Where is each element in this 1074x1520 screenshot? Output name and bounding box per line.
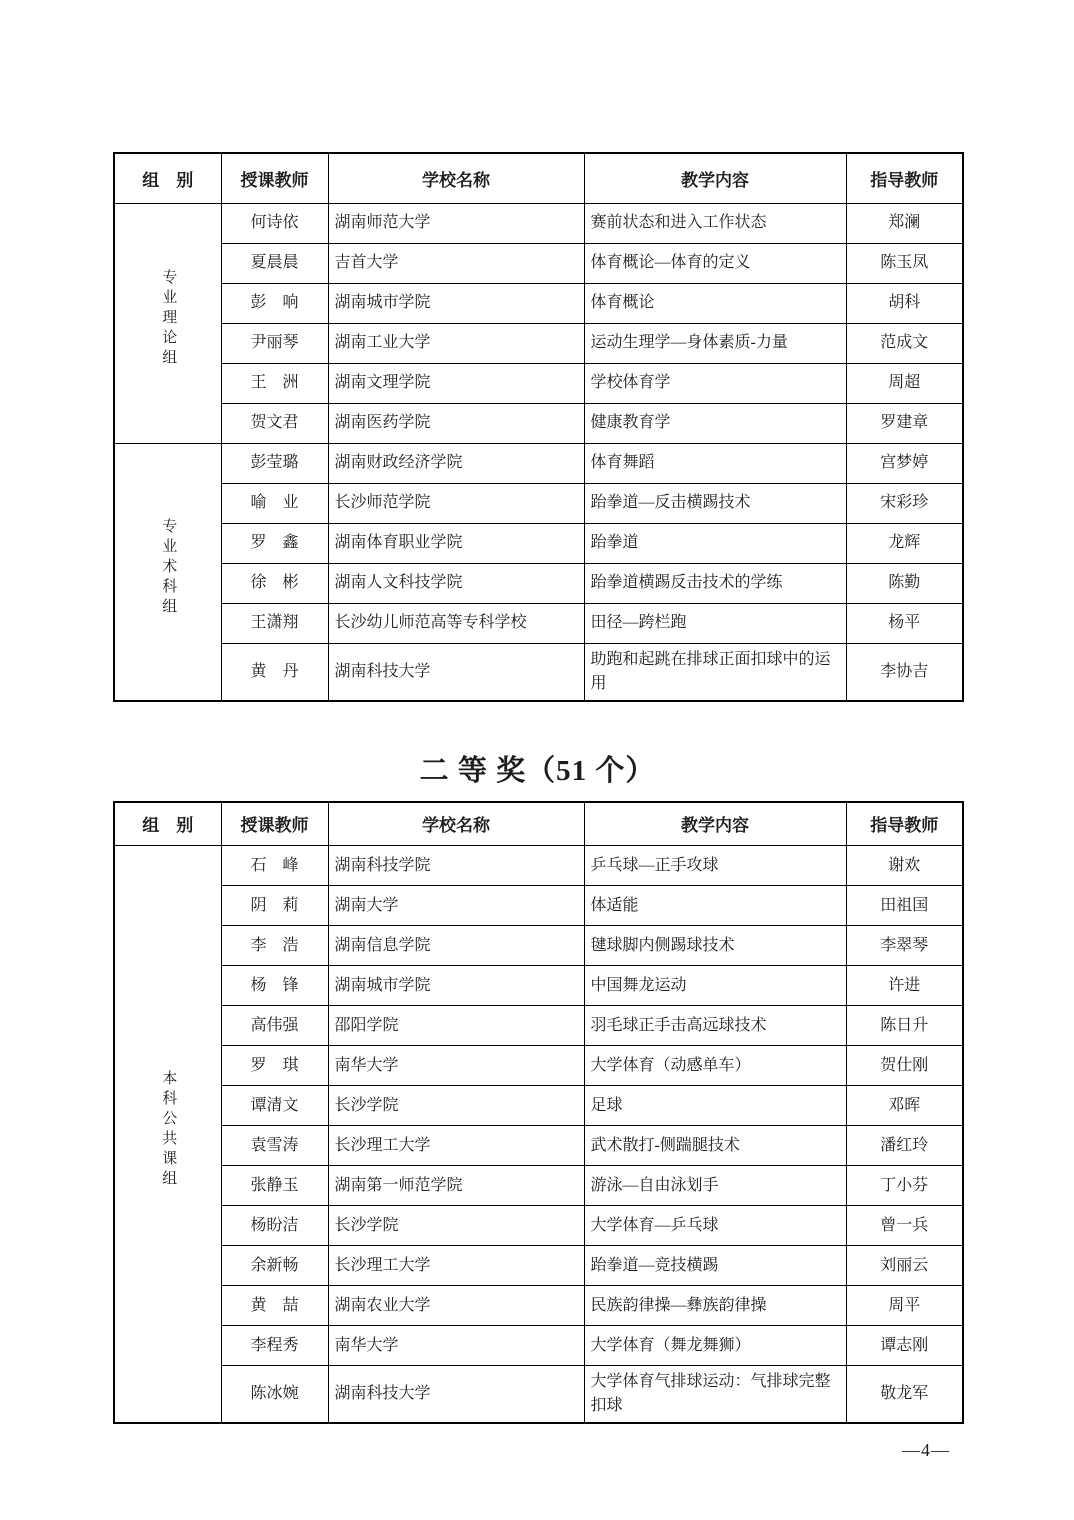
award-table-second-prize xyxy=(113,801,964,1425)
table-row xyxy=(114,966,963,1006)
school-name-cell: 长沙学院 xyxy=(328,1086,584,1126)
school-name-cell: 湖南城市学院 xyxy=(328,966,584,1006)
advisor-name-cell: 李翠琴 xyxy=(846,926,963,966)
teaching-content-cell: 毽球脚内侧踢球技术 xyxy=(584,926,846,966)
advisor-name-cell: 田祖国 xyxy=(846,886,963,926)
page-number: —4— xyxy=(902,1440,950,1460)
table-body xyxy=(114,203,963,701)
teacher-name-cell: 彭 响 xyxy=(221,283,328,323)
school-name-cell: 湖南人文科技学院 xyxy=(328,563,584,603)
teacher-name-cell: 贺文君 xyxy=(221,403,328,443)
teacher-name-cell: 罗 琪 xyxy=(221,1046,328,1086)
teacher-name-cell: 罗 鑫 xyxy=(221,523,328,563)
column-header: 教学内容 xyxy=(584,802,846,846)
advisor-name-cell: 李协吉 xyxy=(846,643,963,701)
teacher-name-cell: 谭清文 xyxy=(221,1086,328,1126)
column-header: 学校名称 xyxy=(328,153,584,203)
school-name-cell: 湖南第一师范学院 xyxy=(328,1166,584,1206)
school-name-cell: 长沙理工大学 xyxy=(328,1126,584,1166)
advisor-name-cell: 龙辉 xyxy=(846,523,963,563)
teaching-content-cell: 乒乓球—正手攻球 xyxy=(584,846,846,886)
header-row xyxy=(114,153,963,203)
teaching-content-cell: 体适能 xyxy=(584,886,846,926)
table-row xyxy=(114,523,963,563)
teaching-content-cell: 助跑和起跳在排球正面扣球中的运用 xyxy=(584,643,846,701)
award-table-first-prize xyxy=(113,152,964,702)
school-name-cell: 邵阳学院 xyxy=(328,1006,584,1046)
advisor-name-cell: 宋彩珍 xyxy=(846,483,963,523)
column-header: 授课教师 xyxy=(221,802,328,846)
table-row xyxy=(114,1166,963,1206)
table-row xyxy=(114,1326,963,1366)
group-label-cell xyxy=(114,846,221,1424)
table-row xyxy=(114,1006,963,1046)
group-label-cell xyxy=(114,443,221,701)
school-name-cell: 湖南农业大学 xyxy=(328,1286,584,1326)
group-label-vertical-text: 专业理论组 xyxy=(160,269,177,369)
advisor-name-cell: 贺仕刚 xyxy=(846,1046,963,1086)
advisor-name-cell: 范成文 xyxy=(846,323,963,363)
teacher-name-cell: 袁雪涛 xyxy=(221,1126,328,1166)
advisor-name-cell: 陈玉凤 xyxy=(846,243,963,283)
table-row xyxy=(114,603,963,643)
table-row xyxy=(114,1286,963,1326)
advisor-name-cell: 潘红玲 xyxy=(846,1126,963,1166)
page-content xyxy=(113,152,962,1461)
teacher-name-cell: 李程秀 xyxy=(221,1326,328,1366)
advisor-name-cell: 邓晖 xyxy=(846,1086,963,1126)
column-header: 学校名称 xyxy=(328,802,584,846)
table-row xyxy=(114,1206,963,1246)
table-row xyxy=(114,403,963,443)
table-row xyxy=(114,483,963,523)
table-row xyxy=(114,1126,963,1166)
teaching-content-cell: 羽毛球正手击高远球技术 xyxy=(584,1006,846,1046)
table-row xyxy=(114,563,963,603)
column-header: 教学内容 xyxy=(584,153,846,203)
advisor-name-cell: 刘丽云 xyxy=(846,1246,963,1286)
advisor-name-cell: 周超 xyxy=(846,363,963,403)
column-header: 组 别 xyxy=(114,153,221,203)
teaching-content-cell: 赛前状态和进入工作状态 xyxy=(584,203,846,243)
teacher-name-cell: 彭莹璐 xyxy=(221,443,328,483)
advisor-name-cell: 谢欢 xyxy=(846,846,963,886)
school-name-cell: 湖南医药学院 xyxy=(328,403,584,443)
advisor-name-cell: 敬龙军 xyxy=(846,1366,963,1424)
school-name-cell: 湖南科技大学 xyxy=(328,643,584,701)
advisor-name-cell: 陈勤 xyxy=(846,563,963,603)
school-name-cell: 长沙理工大学 xyxy=(328,1246,584,1286)
teacher-name-cell: 王 洲 xyxy=(221,363,328,403)
teaching-content-cell: 大学体育气排球运动：气排球完整扣球 xyxy=(584,1366,846,1424)
teacher-name-cell: 张静玉 xyxy=(221,1166,328,1206)
table-header-row xyxy=(114,802,963,846)
table-row xyxy=(114,846,963,886)
table-row xyxy=(114,1366,963,1424)
teaching-content-cell: 足球 xyxy=(584,1086,846,1126)
teaching-content-cell: 学校体育学 xyxy=(584,363,846,403)
table-row xyxy=(114,1086,963,1126)
advisor-name-cell: 胡科 xyxy=(846,283,963,323)
table-row xyxy=(114,886,963,926)
header-row xyxy=(114,802,963,846)
teaching-content-cell: 大学体育（动感单车） xyxy=(584,1046,846,1086)
second-prize-heading: 二 等 奖（51 个） xyxy=(419,754,656,787)
teacher-name-cell: 石 峰 xyxy=(221,846,328,886)
teaching-content-cell: 民族韵律操—彝族韵律操 xyxy=(584,1286,846,1326)
teacher-name-cell: 陈冰婉 xyxy=(221,1366,328,1424)
teaching-content-cell: 跆拳道横踢反击技术的学练 xyxy=(584,563,846,603)
teacher-name-cell: 杨盼洁 xyxy=(221,1206,328,1246)
school-name-cell: 长沙师范学院 xyxy=(328,483,584,523)
table-row xyxy=(114,1246,963,1286)
advisor-name-cell: 丁小芬 xyxy=(846,1166,963,1206)
table-row xyxy=(114,323,963,363)
group-label-cell xyxy=(114,203,221,443)
advisor-name-cell: 谭志刚 xyxy=(846,1326,963,1366)
advisor-name-cell: 许进 xyxy=(846,966,963,1006)
teaching-content-cell: 中国舞龙运动 xyxy=(584,966,846,1006)
table-row xyxy=(114,243,963,283)
advisor-name-cell: 罗建章 xyxy=(846,403,963,443)
teacher-name-cell: 黄 喆 xyxy=(221,1286,328,1326)
table-row xyxy=(114,926,963,966)
school-name-cell: 南华大学 xyxy=(328,1326,584,1366)
school-name-cell: 湖南师范大学 xyxy=(328,203,584,243)
school-name-cell: 湖南财政经济学院 xyxy=(328,443,584,483)
school-name-cell: 湖南城市学院 xyxy=(328,283,584,323)
school-name-cell: 湖南信息学院 xyxy=(328,926,584,966)
column-header: 指导教师 xyxy=(846,153,963,203)
school-name-cell: 湖南文理学院 xyxy=(328,363,584,403)
school-name-cell: 湖南科技大学 xyxy=(328,1366,584,1424)
teaching-content-cell: 大学体育—乒乓球 xyxy=(584,1206,846,1246)
school-name-cell: 湖南工业大学 xyxy=(328,323,584,363)
teaching-content-cell: 大学体育（舞龙舞狮） xyxy=(584,1326,846,1366)
advisor-name-cell: 杨平 xyxy=(846,603,963,643)
teacher-name-cell: 余新畅 xyxy=(221,1246,328,1286)
school-name-cell: 湖南体育职业学院 xyxy=(328,523,584,563)
table-row xyxy=(114,1046,963,1086)
teaching-content-cell: 健康教育学 xyxy=(584,403,846,443)
table-body xyxy=(114,846,963,1424)
column-header: 指导教师 xyxy=(846,802,963,846)
teacher-name-cell: 阴 莉 xyxy=(221,886,328,926)
column-header: 组 别 xyxy=(114,802,221,846)
teaching-content-cell: 游泳—自由泳划手 xyxy=(584,1166,846,1206)
school-name-cell: 湖南科技学院 xyxy=(328,846,584,886)
school-name-cell: 吉首大学 xyxy=(328,243,584,283)
teacher-name-cell: 高伟强 xyxy=(221,1006,328,1046)
table-header-row xyxy=(114,153,963,203)
teacher-name-cell: 徐 彬 xyxy=(221,563,328,603)
school-name-cell: 湖南大学 xyxy=(328,886,584,926)
teaching-content-cell: 体育概论 xyxy=(584,283,846,323)
teacher-name-cell: 黄 丹 xyxy=(221,643,328,701)
teacher-name-cell: 夏晨晨 xyxy=(221,243,328,283)
teaching-content-cell: 跆拳道—反击横踢技术 xyxy=(584,483,846,523)
advisor-name-cell: 郑澜 xyxy=(846,203,963,243)
school-name-cell: 长沙学院 xyxy=(328,1206,584,1246)
advisor-name-cell: 宫梦婷 xyxy=(846,443,963,483)
teacher-name-cell: 杨 锋 xyxy=(221,966,328,1006)
teacher-name-cell: 王潇翔 xyxy=(221,603,328,643)
table-row xyxy=(114,643,963,701)
teaching-content-cell: 跆拳道—竞技横踢 xyxy=(584,1246,846,1286)
teaching-content-cell: 体育舞蹈 xyxy=(584,443,846,483)
school-name-cell: 长沙幼儿师范高等专科学校 xyxy=(328,603,584,643)
teacher-name-cell: 李 浩 xyxy=(221,926,328,966)
teacher-name-cell: 尹丽琴 xyxy=(221,323,328,363)
advisor-name-cell: 周平 xyxy=(846,1286,963,1326)
teaching-content-cell: 武术散打-侧踹腿技术 xyxy=(584,1126,846,1166)
table-row xyxy=(114,443,963,483)
teacher-name-cell: 何诗依 xyxy=(221,203,328,243)
group-label-vertical-text: 本科公共课组 xyxy=(160,1070,177,1190)
table-row xyxy=(114,363,963,403)
table-row xyxy=(114,203,963,243)
teaching-content-cell: 跆拳道 xyxy=(584,523,846,563)
teacher-name-cell: 喻 业 xyxy=(221,483,328,523)
table-row xyxy=(114,283,963,323)
advisor-name-cell: 曾一兵 xyxy=(846,1206,963,1246)
school-name-cell: 南华大学 xyxy=(328,1046,584,1086)
teaching-content-cell: 运动生理学—身体素质-力量 xyxy=(584,323,846,363)
column-header: 授课教师 xyxy=(221,153,328,203)
teaching-content-cell: 体育概论—体育的定义 xyxy=(584,243,846,283)
teaching-content-cell: 田径—跨栏跑 xyxy=(584,603,846,643)
group-label-vertical-text: 专业术科组 xyxy=(160,517,177,618)
advisor-name-cell: 陈日升 xyxy=(846,1006,963,1046)
